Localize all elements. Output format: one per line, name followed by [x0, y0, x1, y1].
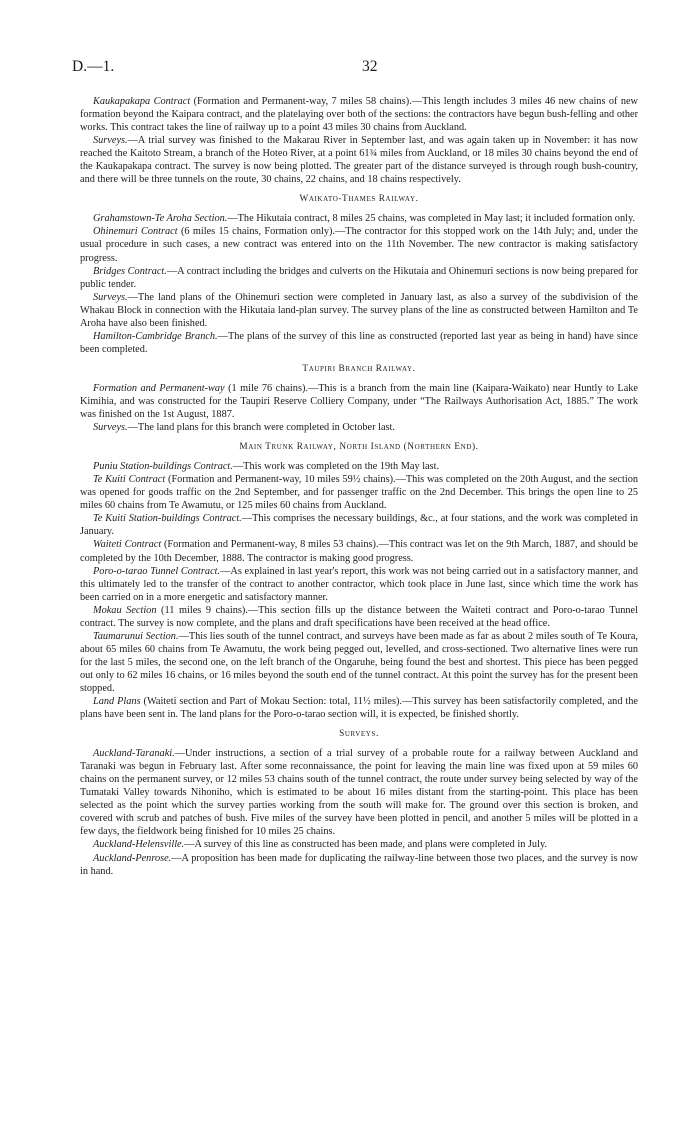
section-heading: Taupiri Branch Railway. — [302, 363, 416, 374]
paragraph-title: Poro-o-tarao Tunnel Contract. — [93, 565, 221, 577]
paragraph-text: —The plans of the survey of this line as constructed (reported last year as being in hand) have since been completed. — [80, 330, 638, 355]
paragraph — [80, 421, 638, 434]
paragraph-text: (Formation and Permanent-way, 7 miles 58 chains).—This length includes 3 miles 46 new chains of new formation beyond the Kaipara contract, and the platelaying over both of the sections: the contractors have begun bush-felling and other works. This contract takes the line of railway up to a point 43 miles 30 chains from Auckland. — [80, 96, 638, 134]
paragraph-text: —A contract including the bridges and culverts on the Hikutaia and Ohinemuri sections is now being prepared for public tender. — [80, 265, 638, 290]
paragraph-title: Te Kuiti Station-buildings Contract. — [93, 513, 242, 525]
paragraph-text: —The Hikutaia contract, 8 miles 25 chains, was completed in May last; it included formation only. — [227, 213, 636, 225]
paragraph — [80, 630, 638, 695]
paragraph — [80, 838, 638, 851]
paragraph-text: (1 mile 76 chains).—This is a branch from the main line (Kaipara-Waikato) near Huntly to Lake Kimihia, and was constructed for the Taupiri Reserve Colliery Company, under “The Railways Authorisation Act, 1885.” The work was finished on the 1st August, 1887. — [80, 382, 639, 421]
paragraph-text: —A survey of this line as constructed has been made, and plans were completed in July. — [184, 839, 547, 851]
paragraph-title: Land Plans — [93, 696, 141, 708]
paragraph-title: Auckland-Taranaki. — [93, 748, 175, 760]
paragraph-text: —The land plans of the Ohinemuri section were completed in January last, as also a survey of the subdivision of the Whakau Block in connection with the Hikutaia land-plan survey. The survey plans of the line as constructed between Hamilton and Te Aroha have also been finished. — [80, 291, 638, 329]
paragraph-title: Hamilton-Cambridge Branch. — [93, 330, 218, 342]
paragraph-text: —Under instructions, a section of a trial survey of a probable route for a railway between Auckland and Taranaki was begun in February last. After some reconnaissance, the point for leaving the main line was fixed upon at 59 miles 60 chains on the permanent survey, or 12 miles 53 chains south of the tunnel contract, the route under survey being selected by way of the Tumataki Valley towards Nihoniho, which is estimated to be about 16 miles distant from the starting-point. This place has been selected as the point which the survey parties working from the south will make for. The ground over this section is broken, and covered with scrub and patches of bush. Five miles of the survey have been plotted in pencil, and another 5 miles will be plotted in a few days, the fieldwork being finished for 10 miles 25 chains. — [80, 748, 638, 838]
paragraph-text: —A trial survey was finished to the Makarau River in September last, and was again taken up in November: it has now reached the Kaitoto Stream, a branch of the Hoteo River, at a point 61¾ miles from Auckland, or 18 miles 30 chains beyond the end of the Kaukapakapa contract. The survey is now being plotted. The greater part of the distance surveyed is through rough bush-country, and there will be three tunnels on the route, 30 chains, 22 chains, and 18 chains respectively. — [80, 135, 638, 186]
paragraph-title: Bridges Contract. — [93, 265, 167, 277]
paragraph — [80, 330, 638, 356]
paragraph-title: Mokau Section — [93, 604, 157, 616]
paragraph-title: Ohinemuri Contract — [93, 226, 178, 238]
paragraph — [80, 225, 638, 264]
section-surveys — [80, 728, 638, 878]
paragraph — [80, 95, 638, 134]
paragraph — [80, 382, 638, 421]
paragraph-title: Waiteti Contract — [93, 539, 162, 551]
paragraph — [80, 512, 638, 538]
paragraph-text: (Formation and Permanent-way, 10 miles 59½ chains).—This was completed on the 20th August, and the section was opened for goods traffic on the 2nd September, and for passenger traffic on the 2nd December. This brings the open line to 25 miles 60 chains from Te Awamutu, or 125 miles 60 chains from Auckland. — [80, 474, 638, 512]
paragraph-text: —As explained in last year's report, this work was not being carried out in a satisfactory manner, and this ultimately led to the transfer of the contract to another contractor, which took place in June last, since which time the work has been carried on in a more energetic and satisfactory manner. — [80, 565, 638, 603]
paragraph-text: (Waiteti section and Part of Mokau Section: total, 11½ miles).—This survey has been satisfactorily completed, and the plans have been sent in. The land plans for the Poro-o-tarao section will, it is expected, be finished shortly. — [80, 696, 639, 721]
paragraph — [80, 538, 638, 564]
paragraph — [80, 604, 638, 630]
paragraph-title: Puniu Station-buildings Contract. — [93, 461, 233, 473]
page-number: 32 — [362, 58, 378, 75]
section-waikato-thames — [80, 193, 638, 356]
section-heading: Main Trunk Railway, North Island (Northern End). — [239, 442, 479, 453]
report-body — [80, 95, 638, 878]
paragraph — [80, 460, 638, 473]
paragraph — [80, 134, 638, 186]
paragraph — [80, 212, 638, 225]
paragraph — [80, 265, 638, 291]
paragraph-title: Taumarunui Section. — [93, 630, 179, 642]
paragraph-title: Te Kuiti Contract — [93, 474, 166, 486]
paragraph-text: —A proposition has been made for duplicating the railway-line between those two places, and the survey is now in hand. — [80, 852, 638, 877]
paragraph — [80, 695, 638, 721]
paragraph-text: —The land plans for this branch were completed in October last. — [127, 422, 395, 434]
paragraph-text: —This comprises the necessary buildings, &c., at four stations, and the work was completed in January. — [80, 513, 638, 538]
paragraph — [80, 473, 638, 512]
page-header — [72, 58, 640, 80]
paragraph-title: Surveys. — [93, 291, 128, 303]
section-main-trunk — [80, 441, 638, 721]
paragraph-text: —This lies south of the tunnel contract, and surveys have been made as far as about 2 miles south of Te Koura, about 65 miles 60 chains from Te Awamutu, the work being pegged out, levelled, and cross-sectioned. Two alternative lines were run for the last 5 miles, the second one, on the left branch of the Ongaruhe, being found the best and shortest. This piece has been pegged out only to 62 miles 16 chains, or 16 miles beyond the south end of the tunnel contract. At this point the survey has for the present been stopped. — [80, 630, 638, 694]
paragraph-title: Auckland-Penrose. — [93, 852, 172, 864]
section-heading: Waikato-Thames Railway. — [299, 194, 419, 205]
paragraph-title: Auckland-Helensville. — [93, 839, 185, 851]
paragraph-title: Kaukapakapa Contract — [93, 96, 191, 107]
paragraph — [80, 852, 638, 878]
paragraph-title: Surveys. — [93, 135, 128, 147]
paragraph-title: Grahamstown-Te Aroha Section. — [93, 213, 228, 225]
paragraph-text: (6 miles 15 chains, Formation only).—The contractor for this stopped work on the 14th July; and, under the usual procedure in such cases, a new contract was entered into on the 11th November. The new contractor is making satisfactory progress. — [80, 226, 638, 264]
section-taupiri-branch — [80, 363, 638, 434]
paragraph — [80, 747, 638, 838]
paragraph — [80, 291, 638, 330]
section-heading: Surveys. — [339, 729, 379, 740]
paragraph — [80, 565, 638, 604]
paragraph-title: Formation and Permanent-way — [93, 382, 225, 394]
paragraph-title: Surveys. — [93, 422, 128, 434]
document-reference: D.—1. — [72, 58, 115, 75]
paragraph-text: (11 miles 9 chains).—This section fills up the distance between the Waiteti contract and Poro-o-tarao Tunnel contract. The survey is now complete, and the plans and draft specifications have been received at the head office. — [80, 604, 638, 629]
paragraph-text: (Formation and Permanent-way, 8 miles 53 chains).—This contract was let on the 9th March, 1887, and should be completed by the 10th December, 1888. The contractor is making good progress. — [80, 539, 638, 564]
section-kaipara-continuation — [80, 95, 638, 186]
paragraph-text: —This work was completed on the 19th May last. — [232, 461, 440, 473]
